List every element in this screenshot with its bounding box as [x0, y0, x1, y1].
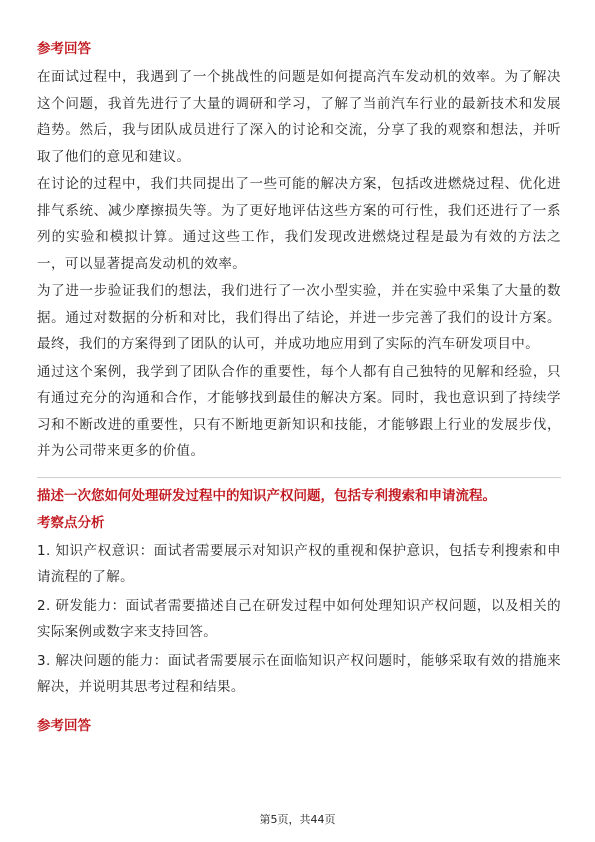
analysis-item-3: 3. 解决问题的能力：面试者需要展示在面临知识产权问题时，能够采取有效的措施来解决，并说明其思考过程和结果。	[37, 652, 561, 695]
answer-paragraph-2: 在讨论的过程中，我们共同提出了一些可能的解决方案，包括改进燃烧过程、优化进排气系统、减少摩擦损失等。为了更好地评估这些方案的可行性，我们还进行了一系列的实验和模拟计算。通过这些工作，我们发现改进燃烧过程是最为有效的方法之一，可以显著提高发动机的效率。	[37, 176, 561, 272]
interview-question: 描述一次您如何处理研发过程中的知识产权问题，包括专利搜索和申请流程。	[37, 487, 496, 504]
answer-paragraph-3: 为了进一步验证我们的想法，我们进行了一次小型实验，并在实验中采集了大量的数据。通过对数据的分析和对比，我们得出了结论，并进一步完善了我们的设计方案。最终，我们的方案得到了团队的认可，并成功地应用到了实际的汽车研发项目中。	[37, 283, 561, 352]
answer-paragraph-1: 在面试过程中，我遇到了一个挑战性的问题是如何提高汽车发动机的效率。为了解决这个问题，我首先进行了大量的调研和学习，了解了当前汽车行业的最新技术和发展趋势。然后，我与团队成员进行了深入的讨论和交流，分享了我的观察和想法，并听取了他们的意见和建议。	[37, 69, 561, 165]
analysis-heading: 考察点分析	[37, 514, 105, 531]
reference-answer-heading: 参考回答	[37, 41, 91, 57]
reference-answer-heading-2: 参考回答	[37, 717, 91, 734]
analysis-item-1: 1. 知识产权意识：面试者需要展示对知识产权的重视和保护意识，包括专利搜索和申请流程的了解。	[37, 542, 561, 585]
section-divider	[37, 477, 561, 478]
page-number-footer: 第5页，共44页	[259, 813, 336, 826]
analysis-item-2: 2. 研发能力：面试者需要描述自己在研发过程中如何处理知识产权问题，以及相关的实际案例或数字来支持回答。	[37, 597, 561, 640]
answer-paragraph-4: 通过这个案例，我学到了团队合作的重要性，每个人都有自己独特的见解和经验，只有通过充分的沟通和合作，才能够找到最佳的解决方案。同时，我也意识到了持续学习和不断改进的重要性，只有不断地更新知识和技能，才能够跟上行业的发展步伐，并为公司带来更多的价值。	[37, 363, 561, 459]
page-content	[37, 38, 561, 741]
